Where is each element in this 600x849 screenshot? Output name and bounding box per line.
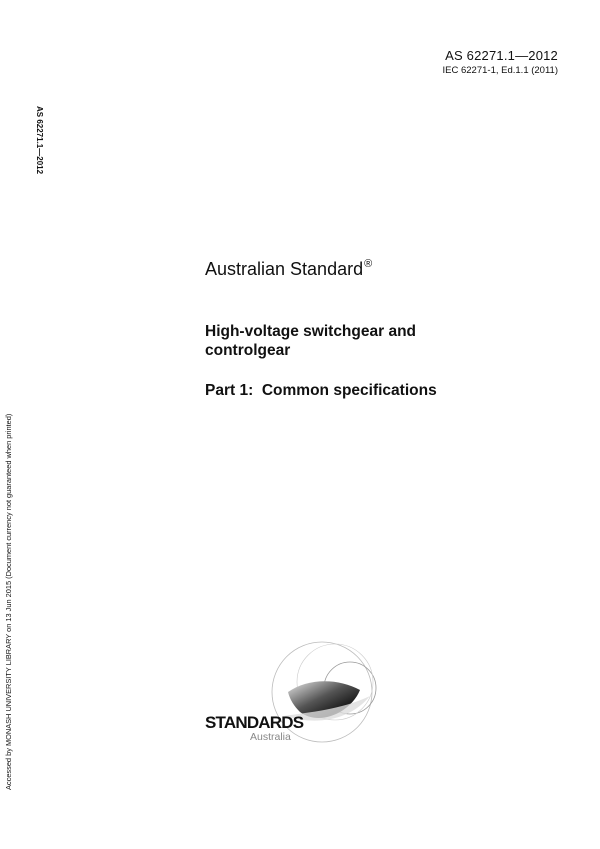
access-note <box>2 380 14 790</box>
logo-subtitle: Australia <box>250 731 291 743</box>
registered-mark: ® <box>364 258 373 270</box>
iec-reference: IEC 62271-1, Ed.1.1 (2011) <box>442 65 558 76</box>
spine-label <box>32 106 46 196</box>
standard-number-block <box>443 48 558 76</box>
standard-number: AS 62271.1—2012 <box>445 48 558 63</box>
document-type <box>205 258 372 280</box>
document-part: Part 1: Common specifications <box>205 382 437 399</box>
document-title: High-voltage switchgear and controlgear <box>205 323 417 359</box>
logo-wordmark: STANDARDS <box>205 713 304 732</box>
spine-standard-number: AS 62271.1—2012 <box>35 106 44 175</box>
access-note-text: Accessed by MONASH UNIVERSITY LIBRARY on 13 Jun 2015 (Document currency not guaranteed when printed) <box>4 413 13 790</box>
document-type-label: Australian Standard <box>205 259 364 279</box>
